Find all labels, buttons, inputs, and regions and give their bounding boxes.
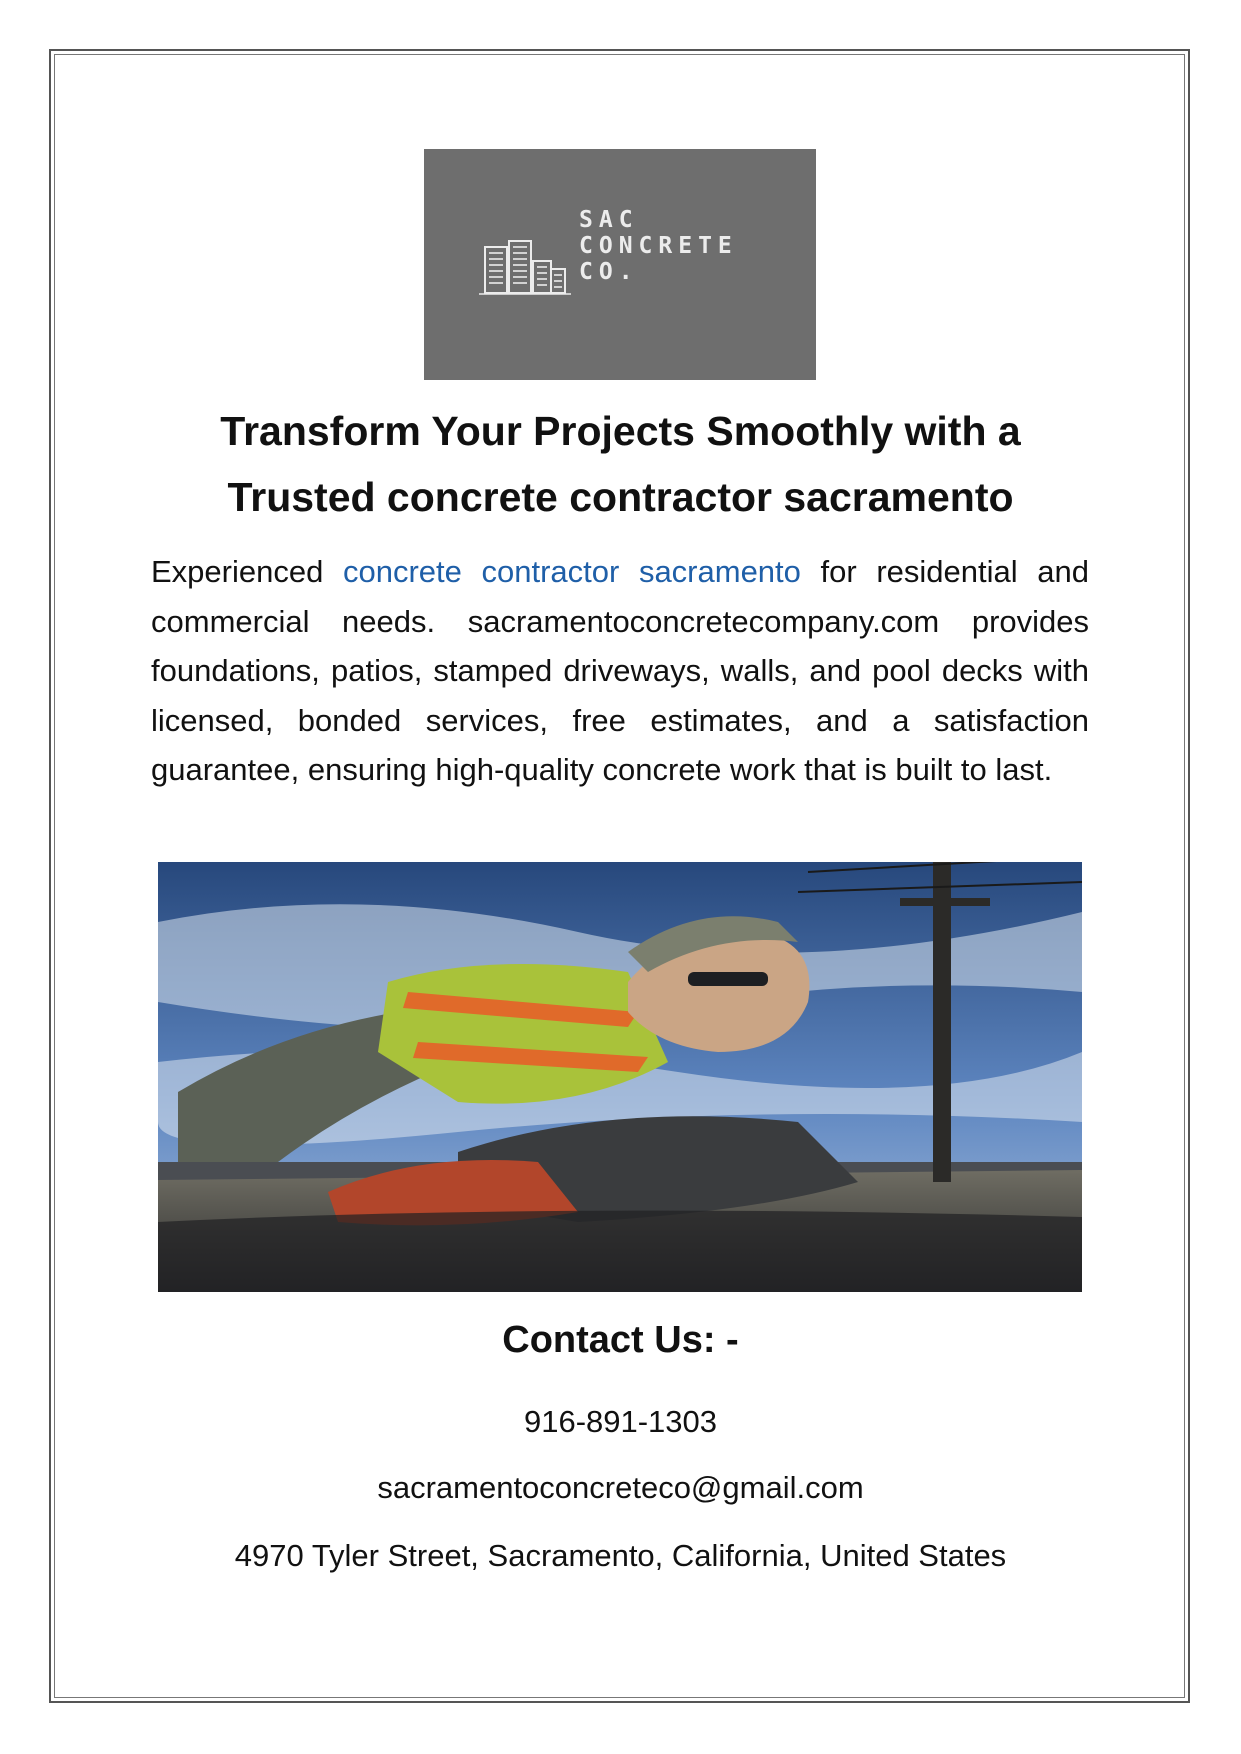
contact-heading: Contact Us: - <box>502 1319 739 1361</box>
logo-line-2: CONCRETE <box>579 233 738 259</box>
logo-line-1: SAC <box>579 207 639 233</box>
logo-line-3: CO. <box>579 259 639 285</box>
page-title <box>120 398 1121 530</box>
contractor-link[interactable]: concrete contractor sacramento <box>342 554 801 589</box>
description-rest: for residential and commercial needs. sacramentoconcretecompany.com provides foundations, patios, stamped driveways, walls, and pool decks with licensed, bonded services, free estimates, and a satisfaction guarantee, ensuring high-quality concrete work that is built to last. <box>151 554 1089 787</box>
contact-phone[interactable]: 916-891-1303 <box>523 1404 718 1439</box>
logo-wordmark <box>579 207 738 285</box>
contact-email[interactable]: sacramentoconcreteco@gmail.com <box>377 1470 864 1505</box>
title-line-2: Trusted concrete contractor sacramento <box>227 474 1014 520</box>
worker-cutting-concrete-photo <box>158 862 1082 1292</box>
description-lead: Experienced <box>151 554 324 589</box>
title-line-1: Transform Your Projects Smoothly with a <box>220 408 1021 454</box>
company-logo <box>424 149 816 380</box>
description-paragraph <box>151 547 1089 795</box>
contact-address: 4970 Tyler Street, Sacramento, California, United States <box>234 1538 1007 1573</box>
buildings-icon <box>479 239 571 295</box>
